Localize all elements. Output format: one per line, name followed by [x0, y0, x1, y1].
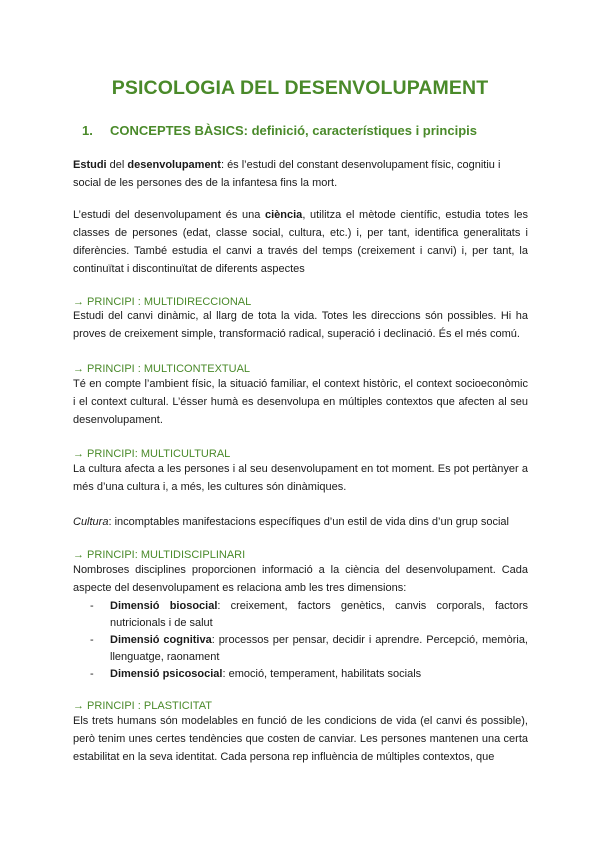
list-dash: -: [90, 600, 94, 612]
text-fragment: del: [106, 159, 128, 171]
principle-text-multidireccional: Estudi del canvi dinàmic, al llarg de tota la vida. Totes les direccions són possibles. Hi ha proves de creixement simple, transformació radical, superació i declinació. És el més comú.: [73, 310, 528, 340]
principle-text-multidisciplinari: Nombroses disciplines proporcionen informació a la ciència del desenvolupament. Cada aspecte del desenvolupament es relaciona amb les tres dimensions:: [73, 564, 528, 594]
dimension-name: Dimensió cognitiva: [110, 634, 212, 646]
section-title: CONCEPTES BÀSICS: definició, característiques i principis: [110, 123, 477, 138]
term-cultura: Cultura: [73, 516, 109, 528]
definition-paragraph: [73, 156, 528, 192]
page-title: PSICOLOGIA DEL DESENVOLUPAMENT: [111, 77, 489, 99]
dimension-desc: : creixement, factors genètics, canvis corporals, factors nutricionals i de salut: [110, 600, 528, 629]
dimensions-list: [73, 598, 528, 683]
dimension-name: Dimensió psicosocial: [110, 668, 223, 680]
list-dash: -: [90, 634, 94, 646]
section-heading: [82, 123, 477, 138]
culture-definition: [73, 513, 528, 531]
principle-text-multicultural: La cultura afecta a les persones i al seu desenvolupament en tot moment. Es pot pertànyer a més d’una cultura i, a més, les cultures són dinàmiques.: [73, 463, 528, 493]
term-estudi: Estudi: [73, 159, 107, 171]
list-dash: -: [90, 668, 94, 680]
text-fragment: , utilitza el mètode científic, estudia totes les classes de persones (edat, classe social, cultura, etc.) i, per tant, identifica generalitats i diferències. També estudia el canvi a través del temps (creixement i canvi) i, per tant, la continuïtat i discontinuïtat de diferents aspectes: [73, 209, 529, 275]
list-item: [73, 632, 528, 666]
text-fragment: : és l’estudi del constant desenvolupament físic, cognitiu i social de les persones des de la infantesa fins la mort.: [73, 159, 501, 189]
principle-heading-multicultural: → PRINCIPI: MULTICULTURAL: [73, 448, 231, 460]
principle-text-plasticitat: Els trets humans són modelables en funció de les condicions de vida (el canvi és possible), però tenim unes certes tendències que costen de canviar. Les persones mantenen una certa estabilitat en la seva identitat. Cada persona rep influència de múltiples contextos, que: [73, 715, 528, 763]
principle-heading-plasticitat: → PRINCIPI : PLASTICITAT: [73, 700, 212, 712]
principle-text-multicontextual: Té en compte l’ambient físic, la situació familiar, el context històric, el context socioeconòmic i el context cultural. L’ésser humà es desenvolupa en múltiples contextos que afecten al seu desenvolupament.: [73, 378, 528, 426]
dimension-desc: : processos per pensar, decidir i aprendre. Percepció, memòria, llenguatge, raonament: [110, 634, 528, 663]
text-fragment: L’estudi del desenvolupament és una: [73, 209, 265, 221]
term-desenvolupament: desenvolupament: [127, 159, 221, 171]
principle-heading-multicontextual: → PRINCIPI : MULTICONTEXTUAL: [73, 363, 251, 375]
dimension-desc: : emoció, temperament, habilitats socials: [222, 668, 422, 680]
science-paragraph: [73, 206, 528, 278]
term-ciencia: ciència: [265, 209, 303, 221]
principle-heading-multidireccional: → PRINCIPI : MULTIDIRECCIONAL: [73, 296, 252, 308]
principle-heading-multidisciplinari: → PRINCIPI: MULTIDISCIPLINARI: [73, 549, 246, 561]
list-item: [73, 666, 528, 683]
section-number: 1.: [82, 123, 93, 138]
text-fragment: : incomptables manifestacions específiques d’un estil de vida dins d’un grup social: [108, 516, 509, 528]
dimension-name: Dimensió biosocial: [110, 600, 218, 612]
list-item: [73, 598, 528, 632]
